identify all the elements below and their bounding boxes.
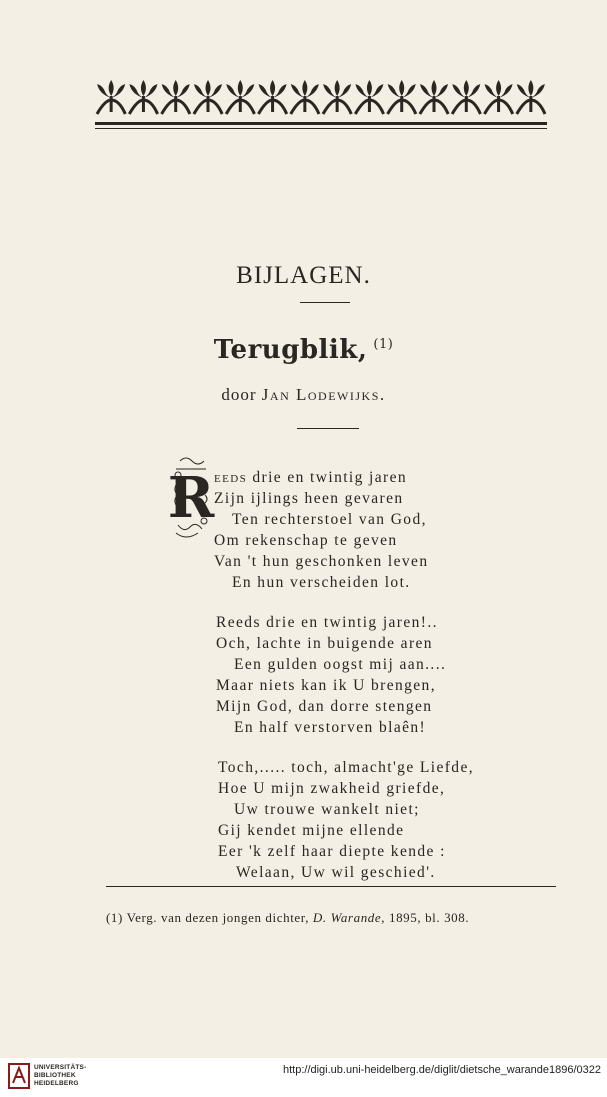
footnote-marker: (1)	[106, 910, 123, 925]
footnote-text-before: Verg. van dezen jongen dichter,	[126, 910, 310, 925]
footnote-rule	[106, 886, 556, 887]
footnote-text-after: 1895, bl. 308.	[388, 910, 470, 925]
author-divider	[297, 428, 359, 429]
ornament-motif	[97, 80, 125, 114]
dropcap-letter: R	[167, 465, 215, 531]
poem-line: Och, lachte in buigende aren	[216, 635, 433, 652]
poem-line: Welaan, Uw wil geschied'.	[236, 864, 436, 881]
poem-line: Om rekenschap te geven	[214, 532, 398, 549]
logo-line-3: HEIDELBERG	[34, 1080, 79, 1087]
ornament-motif	[194, 80, 222, 114]
ornament-motif	[162, 80, 190, 114]
ornament-rule-thin	[95, 128, 547, 129]
author-name: Jan Lodewijks.	[261, 385, 386, 404]
decorative-ornament-band	[95, 76, 547, 118]
ornament-motif	[258, 80, 286, 114]
library-logo-text	[34, 1064, 86, 1088]
title-divider	[300, 302, 350, 303]
section-title: BIJLAGEN.	[236, 262, 371, 289]
poem-line: Hoe U mijn zwakheid griefde,	[218, 780, 446, 797]
source-url-link[interactable]: http://digi.ub.uni-heidelberg.de/diglit/dietsche_warande1896/0322	[282, 1064, 601, 1076]
poem-line: Toch,..... toch, almacht'ge Liefde,	[218, 759, 475, 776]
poem-title-text: Terugblik,	[213, 335, 368, 365]
poem-title-footnote-ref: (1)	[373, 337, 394, 353]
poem-line: Uw trouwe wankelt niet;	[234, 801, 420, 818]
logo-line-2: BIBLIOTHEK	[34, 1072, 76, 1079]
poem-line: Maar niets kan ik U brengen,	[216, 677, 436, 694]
line-rest: drie en twintig jaren	[247, 469, 408, 486]
poem-line	[214, 469, 407, 487]
ornament-motif	[323, 80, 351, 114]
library-logo-icon	[8, 1063, 30, 1089]
poem-line: Reeds drie en twintig jaren!..	[216, 614, 438, 631]
poem-author	[0, 385, 607, 405]
poem-line: Ten rechterstoel van God,	[232, 511, 427, 528]
ornament-motif	[291, 80, 319, 114]
poem-line: Eer 'k zelf haar diepte kende :	[218, 843, 446, 860]
ornament-motif	[452, 80, 480, 114]
logo-line-1: UNIVERSITÄTS-	[34, 1064, 87, 1071]
footnote-journal: D. Warande,	[312, 910, 386, 925]
poem-line: En hun verscheiden lot.	[232, 574, 411, 591]
ornament-rule-thick	[95, 122, 547, 125]
ornament-motif	[129, 80, 157, 114]
ornament-motif	[355, 80, 383, 114]
poem-line: Mijn God, dan dorre stengen	[216, 698, 433, 715]
poem-line: Gij kendet mijne ellende	[218, 822, 405, 839]
ornament-motif	[484, 80, 512, 114]
poem-line: Een gulden oogst mij aan....	[234, 656, 447, 673]
ornament-motif	[226, 80, 254, 114]
ornament-motif	[517, 80, 545, 114]
ornament-motif	[420, 80, 448, 114]
poem-line: Zijn ijlings heen gevaren	[214, 490, 404, 507]
poem-line: En half verstorven blaên!	[234, 719, 427, 736]
line-lead-smallcaps: eeds	[214, 469, 248, 486]
poem-line: Van 't hun geschonken leven	[214, 553, 429, 570]
ornament-motif	[388, 80, 416, 114]
poem-title	[0, 335, 607, 365]
decorated-dropcap	[167, 455, 215, 541]
footnote	[106, 910, 469, 926]
author-prefix: door	[221, 385, 257, 404]
